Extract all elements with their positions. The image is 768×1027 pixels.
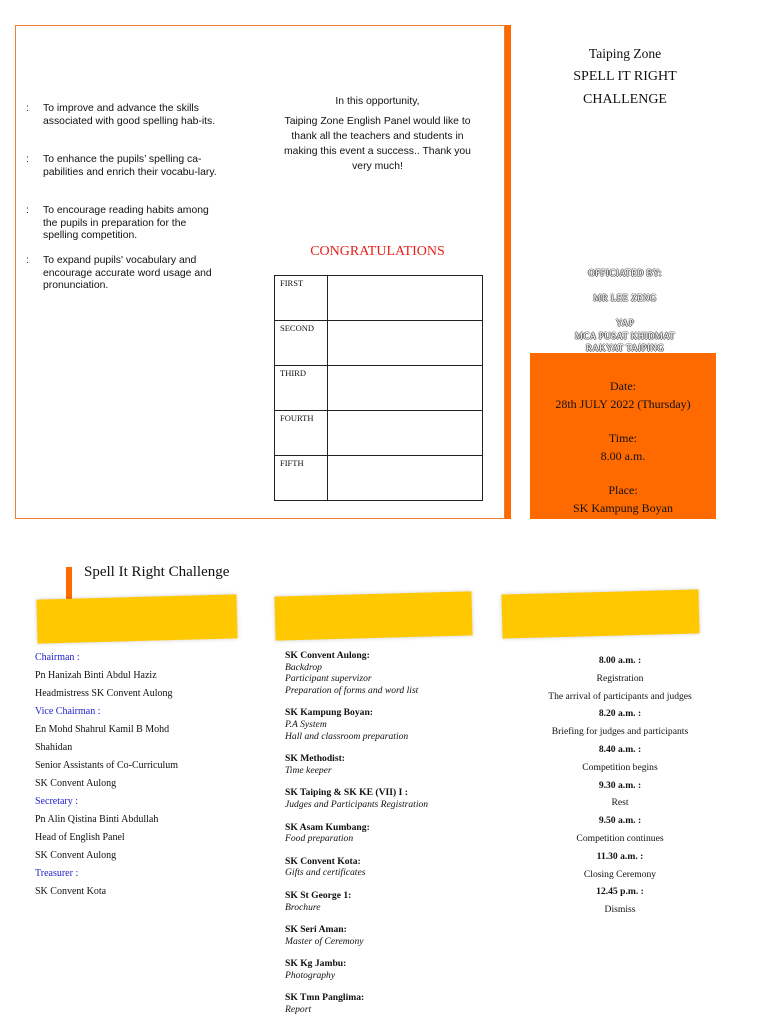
duty-school: SK Convent Kota: — [285, 855, 361, 867]
placings-table — [274, 275, 483, 501]
officiated-heading: OFFICIATED BY: — [588, 268, 662, 278]
placing-cell — [328, 276, 483, 321]
list-item — [285, 787, 510, 810]
officiator-title: YAP — [615, 318, 635, 328]
date-label: Date: — [610, 379, 636, 393]
duty-task: Photography — [285, 969, 336, 981]
placing-cell — [328, 411, 483, 456]
placing-cell — [328, 456, 483, 501]
schedule-time: 8.20 a.m. : — [598, 708, 642, 720]
duty-school: SK Seri Aman: — [285, 924, 347, 936]
committee-line: Headmistress SK Convent Aulong — [35, 688, 173, 699]
committee-line: En Mohd Shahrul Kamil B Mohd — [35, 724, 170, 735]
duty-task: Participant supervizor — [285, 673, 372, 685]
title-accent-bar — [66, 567, 72, 599]
list-item — [285, 650, 510, 696]
list-item — [285, 924, 510, 947]
list-item — [285, 856, 510, 879]
event-details-box — [530, 353, 716, 519]
list-item — [285, 992, 510, 1015]
duty-school: SK Asam Kumbang: — [285, 821, 370, 833]
officiator-org-line2: RAKYAT TAIPING — [585, 343, 665, 353]
list-item — [285, 822, 510, 845]
committee-line: Senior Assistants of Co-Curriculum — [35, 760, 179, 771]
committee-role: Chairman : — [35, 652, 80, 663]
list-item — [285, 707, 510, 742]
time-label: Time: — [608, 431, 638, 445]
schedule-item: Rest — [611, 797, 629, 809]
schedule-time: 12.45 p.m. : — [596, 886, 644, 898]
duty-task: Judges and Participants Registration — [285, 798, 429, 810]
schedule-item: Closing Ceremony — [583, 868, 657, 880]
congratulations-heading: CONGRATULATIONS — [310, 244, 445, 259]
duty-school: SK Convent Aulong: — [285, 650, 370, 661]
objective-text: To improve and advance the skills associated with good spelling hab-its. — [43, 103, 216, 127]
thanks-body: Taiping Zone English Panel would like to thank all the teachers and students in making this event a success.. Thank you very much! — [284, 116, 471, 172]
committee-role: Vice Chairman : — [35, 706, 101, 717]
event-title-line1: SPELL IT RIGHT — [573, 69, 677, 84]
duty-school: SK Tmn Panglima: — [285, 992, 365, 1004]
committee-banner — [36, 594, 237, 643]
table-row — [275, 456, 483, 501]
date-value: 28th JULY 2022 (Thursday) — [555, 397, 691, 411]
schedule-time: 9.50 a.m. : — [598, 815, 642, 827]
placing-label: FOURTH — [275, 411, 328, 456]
committee-list — [35, 649, 240, 901]
objective-text: To expand pupils' vocabulary and encourage accurate word usage and pronunciation. — [43, 255, 212, 292]
placing-label: SECOND — [275, 321, 328, 366]
table-row — [275, 366, 483, 411]
schedule-time: 11.30 a.m. : — [596, 850, 644, 862]
schedule-time: 9.30 a.m. : — [598, 779, 642, 791]
schedule-item: The arrival of participants and judges — [548, 690, 692, 702]
committee-role: Secretary : — [35, 796, 79, 807]
officiator-org-line1: MCA PUSAT KHIDMAT — [574, 331, 676, 341]
committee-line: Shahidan — [35, 742, 73, 753]
duty-school: SK Kampung Boyan: — [285, 707, 373, 719]
placing-label: FIFTH — [275, 456, 328, 501]
placing-cell — [328, 321, 483, 366]
committee-line: Pn Hanizah Binti Abdul Haziz — [35, 670, 157, 681]
placing-label: THIRD — [275, 366, 328, 411]
schedule-time: 8.40 a.m. : — [598, 743, 642, 755]
schedule-item: Briefing for judges and participants — [551, 726, 689, 738]
place-label: Place: — [608, 483, 638, 497]
schedule-item: Registration — [596, 672, 644, 684]
committee-line: SK Convent Aulong — [35, 850, 117, 861]
duty-school: SK Kg Jambu: — [285, 958, 347, 970]
officiator-name: MR LEE ZENG — [593, 293, 657, 303]
list-item — [285, 958, 510, 981]
committee-line: Head of English Panel — [35, 832, 125, 843]
panel-edge-stripe — [505, 25, 511, 519]
time-value: 8.00 a.m. — [600, 449, 646, 463]
objective-text: To enhance the pupils’ spelling ca-pabilities and enrich their vocabu-lary. — [43, 154, 217, 178]
zone-name: Taiping Zone — [588, 46, 662, 61]
table-row — [275, 276, 483, 321]
place-value: SK Kampung Boyan — [573, 501, 673, 515]
thanks-intro: In this opportunity, — [335, 96, 420, 107]
section-title: Spell It Right Challenge — [84, 564, 230, 580]
duty-task: Preparation of forms and word list — [285, 684, 419, 696]
placing-cell — [328, 366, 483, 411]
committee-line: SK Convent Kota — [35, 886, 107, 897]
table-row — [275, 321, 483, 366]
duty-task: Gifts and certificates — [285, 867, 366, 879]
duty-school: SK Taiping & SK KE (VII) I : — [285, 787, 408, 799]
tentative-schedule — [510, 652, 730, 919]
placing-label: FIRST — [275, 276, 328, 321]
committee-line: Pn Alin Qistina Binti Abdullah — [35, 814, 159, 825]
duty-task: Hall and classroom preparation — [285, 730, 409, 742]
duty-task: Master of Ceremony — [285, 935, 364, 947]
cover-title — [540, 42, 710, 111]
schedule-time: 8.00 a.m. : — [598, 655, 642, 666]
duty-task: Brochure — [285, 901, 321, 913]
duties-banner — [274, 591, 472, 640]
committee-role: Treasurer : — [35, 868, 79, 879]
schedule-item: Competition begins — [582, 761, 658, 773]
list-item — [285, 890, 510, 913]
table-row — [275, 411, 483, 456]
duties-list — [285, 650, 510, 1027]
schedule-item: Dismiss — [604, 904, 636, 916]
duty-school: SK St George 1: — [285, 889, 352, 901]
event-title-line2: CHALLENGE — [583, 92, 667, 107]
duty-task: Backdrop — [285, 661, 322, 673]
duty-school: SK Methodist: — [285, 753, 345, 765]
committee-line: SK Convent Aulong — [35, 778, 117, 789]
duty-task: Food preparation — [285, 833, 354, 845]
thank-you-note — [275, 94, 480, 174]
duty-task: P.A System — [285, 718, 327, 730]
tentative-banner — [501, 589, 699, 638]
objective-text: To encourage reading habits among the pupils in preparation for the spelling competition. — [43, 205, 209, 242]
duty-task: Time keeper — [285, 764, 332, 776]
list-item — [285, 753, 510, 776]
schedule-item: Competition continues — [576, 832, 664, 844]
duty-task: Report — [285, 1004, 312, 1016]
